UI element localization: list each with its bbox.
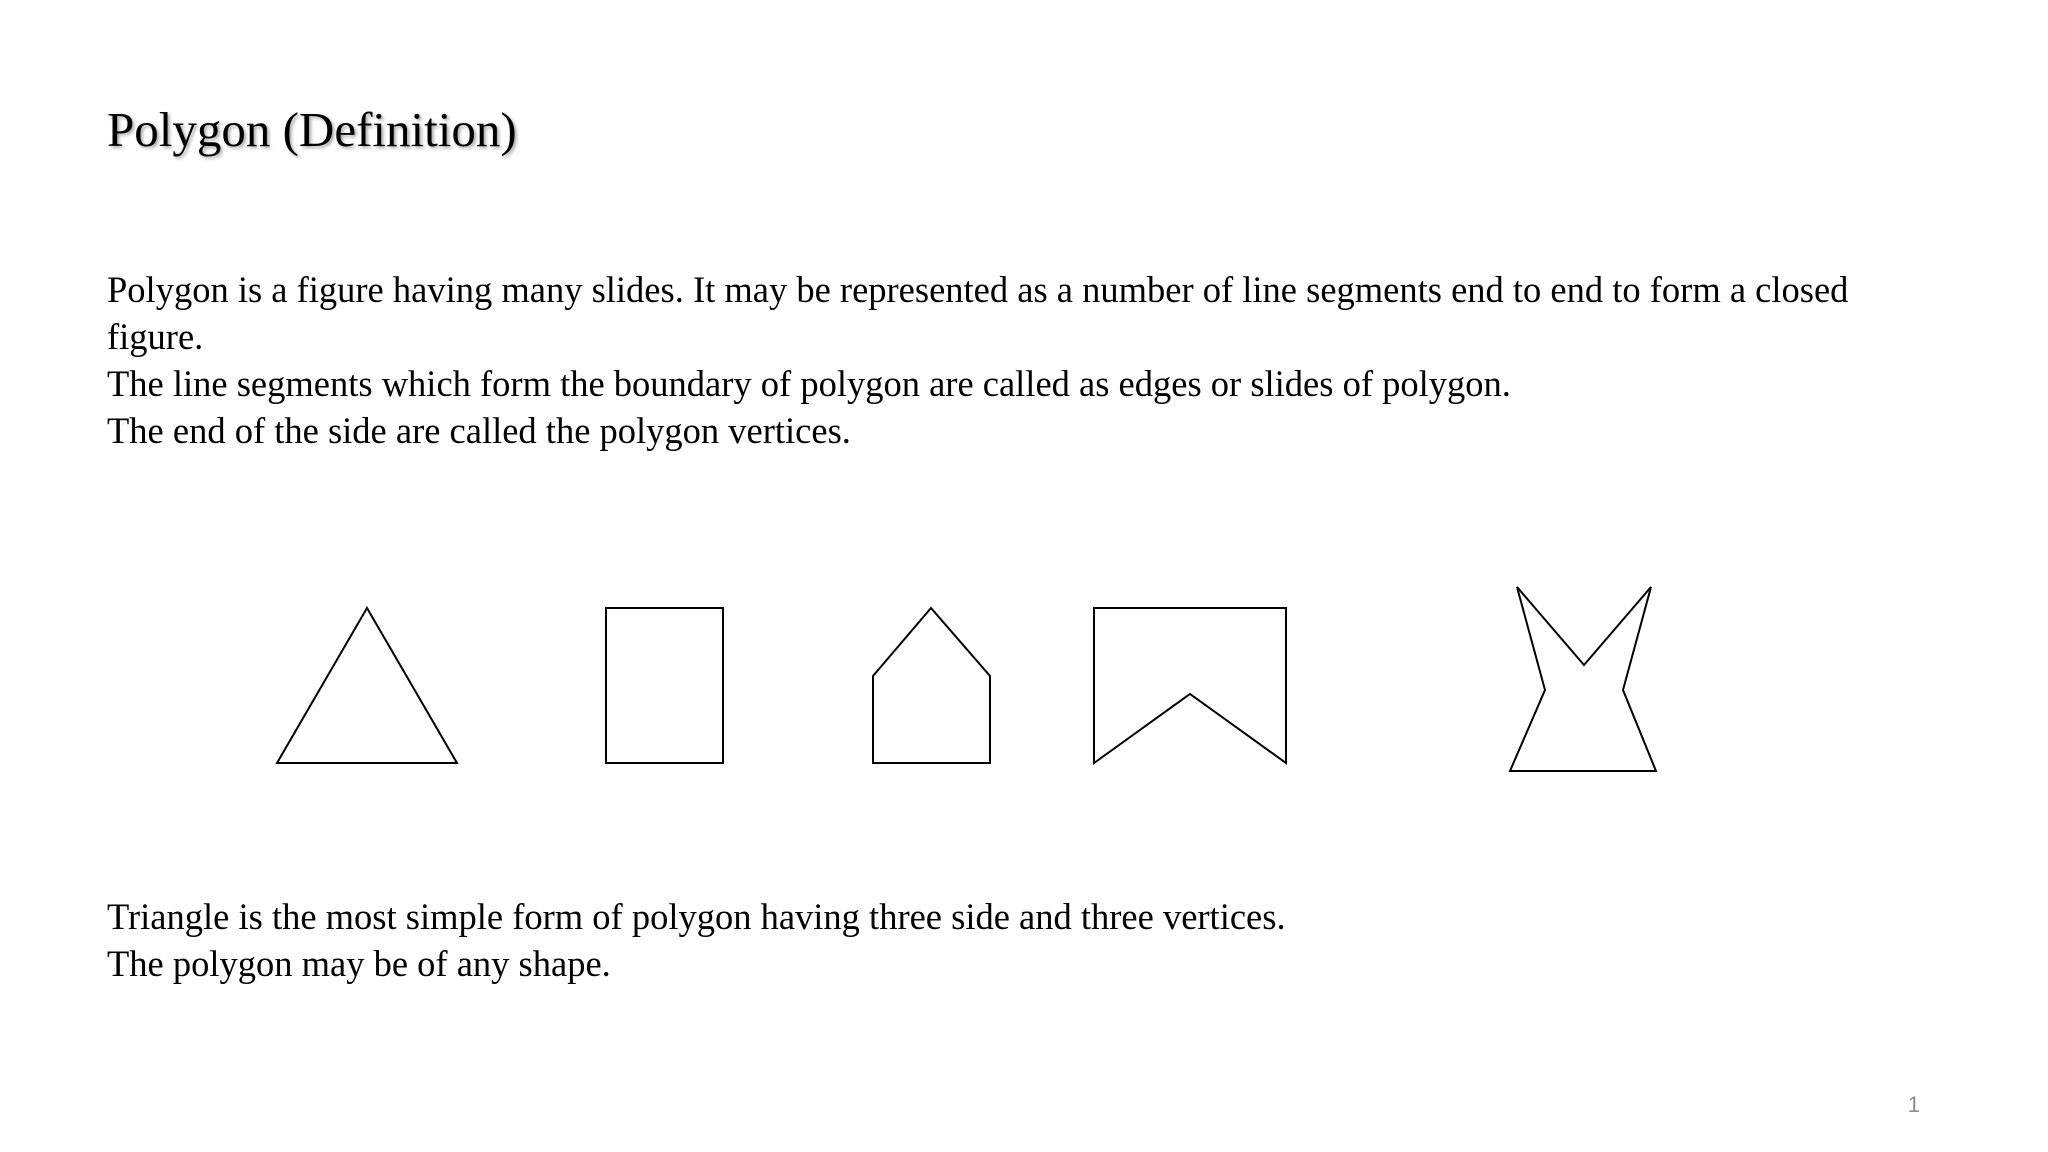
outro-text bbox=[107, 893, 1927, 987]
intro-text bbox=[107, 266, 1927, 454]
page-number: 1 bbox=[1907, 1092, 1920, 1117]
intro-paragraph: Polygon is a figure having many slides. It may be represented as a number of line segments end to end to form a closed figure. bbox=[107, 269, 1849, 357]
outro-paragraph: Triangle is the most simple form of polygon having three side and three vertices. bbox=[107, 896, 1286, 937]
intro-paragraph: The line segments which form the boundary of polygon are called as edges or slides of polygon. bbox=[107, 363, 1511, 404]
outro-paragraph: The polygon may be of any shape. bbox=[107, 943, 611, 984]
notched-rectangle-figure bbox=[1094, 608, 1286, 763]
star-shaped-polygon-figure bbox=[1510, 587, 1656, 771]
triangle-figure bbox=[277, 608, 457, 763]
slide-title: Polygon (Definition) bbox=[107, 102, 517, 157]
intro-paragraph: The end of the side are called the polygon vertices. bbox=[107, 410, 851, 451]
house-pentagon-figure bbox=[873, 608, 990, 763]
rectangle-figure bbox=[606, 608, 723, 763]
